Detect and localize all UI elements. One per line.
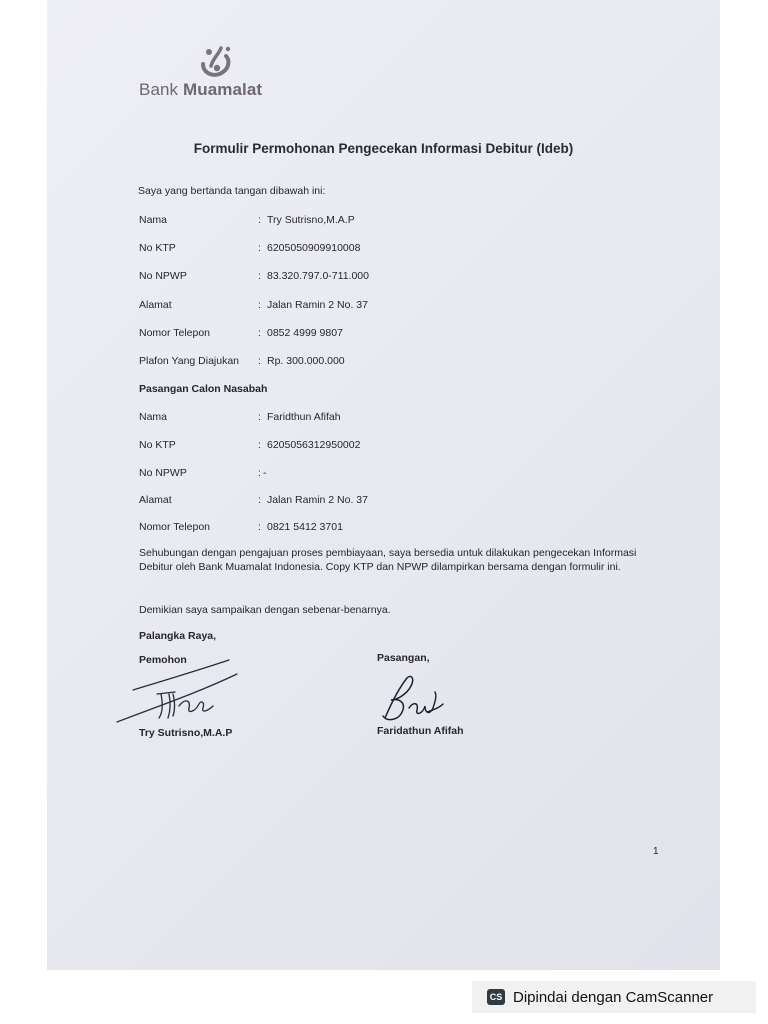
applicant-signature-label: Pemohon — [139, 654, 187, 666]
closing-statement: Demikian saya sampaikan dengan sebenar-benarnya. — [139, 604, 391, 616]
field-value: Jalan Ramin 2 No. 37 — [267, 494, 368, 506]
applicant-signature — [113, 654, 243, 728]
spouse-signature-label: Pasangan, — [377, 652, 430, 664]
field-separator: : — [258, 299, 261, 311]
field-separator: : — [258, 521, 261, 533]
field-value: Rp. 300.000.000 — [267, 355, 345, 367]
field-label: Alamat — [139, 299, 172, 311]
field-label: No KTP — [139, 439, 176, 451]
field-label: No KTP — [139, 242, 176, 254]
field-separator: : — [258, 242, 261, 254]
page-number: 1 — [653, 846, 659, 857]
document-page — [47, 0, 720, 970]
field-separator: : — [258, 494, 261, 506]
bank-name: Bank Muamalat — [139, 80, 263, 99]
field-value: Try Sutrisno,M.A.P — [267, 214, 355, 226]
spouse-signature — [377, 674, 447, 726]
field-separator: : — [258, 214, 261, 226]
field-label: No NPWP — [139, 467, 187, 479]
field-label: Nama — [139, 214, 168, 226]
field-value: Jalan Ramin 2 No. 37 — [267, 299, 368, 311]
field-value: Faridthun Afifah — [267, 411, 341, 423]
field-separator: : — [258, 327, 261, 339]
field-separator: : — [258, 270, 261, 282]
camscanner-logo-icon: CS — [487, 989, 505, 1005]
applicant-signature-name: Try Sutrisno,M.A.P — [139, 727, 233, 739]
field-label: Plafon Yang Diajukan — [139, 355, 240, 367]
camscanner-text: Dipindai dengan CamScanner — [513, 988, 714, 1006]
field-value: 6205056312950002 — [267, 439, 361, 451]
field-value: 0852 4999 9807 — [267, 327, 343, 339]
consent-paragraph: Sehubungan dengan pengajuan proses pembiayaan, saya bersedia untuk dilakukan pengecekan Informasi Debitur oleh Bank Muamalat Indonesia. Copy KTP dan NPWP dilampirkan bersama dengan formulir ini. — [139, 547, 637, 573]
field-separator: : — [258, 411, 261, 423]
field-value: 0821 5412 3701 — [267, 521, 343, 533]
camscanner-badge — [472, 981, 756, 1013]
intro-text: Saya yang bertanda tangan dibawah ini: — [138, 185, 326, 197]
bank-muamalat-logo-icon — [197, 44, 237, 80]
field-separator: : — [258, 467, 261, 479]
field-value: 6205050909910008 — [267, 242, 361, 254]
field-label: Alamat — [139, 494, 172, 506]
field-label: Nomor Telepon — [139, 327, 211, 339]
field-label: No NPWP — [139, 270, 187, 282]
field-label: Nomor Telepon — [139, 521, 211, 533]
form-title: Formulir Permohonan Pengecekan Informasi Debitur (Ideb) — [193, 141, 574, 156]
spouse-signature-name: Faridathun Afifah — [377, 725, 464, 737]
field-value: 83.320.797.0-711.000 — [267, 270, 369, 282]
field-value: - — [263, 467, 267, 479]
place-line: Palangka Raya, — [139, 630, 217, 642]
field-separator: : — [258, 355, 261, 367]
field-separator: : — [258, 439, 261, 451]
field-label: Nama — [139, 411, 168, 423]
spouse-section-heading: Pasangan Calon Nasabah — [139, 383, 268, 395]
